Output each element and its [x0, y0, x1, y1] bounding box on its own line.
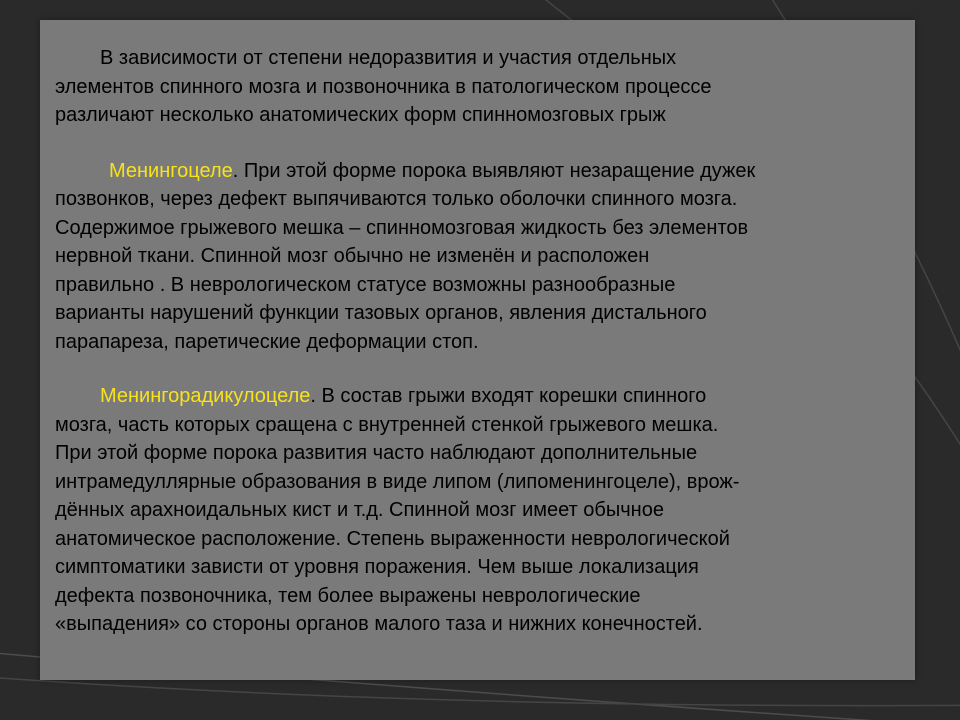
meningoradiculocele-line-2: мозга, часть которых сращена с внутренней стенкой грыжевого мешка.	[55, 413, 719, 436]
meningoradiculocele-line-3: При этой форме порока развития часто наблюдают дополнительные	[55, 442, 698, 464]
meningoradiculocele-term: Менингорадикулоцеле	[100, 385, 311, 407]
meningoradiculocele-line-8: дефекта позвоночника, тем более выражены неврологические	[55, 584, 641, 607]
intro-paragraph	[55, 44, 865, 130]
meningoradiculocele-paragraph	[55, 382, 865, 639]
intro-line-3: различают несколько анатомических форм спинномозговых грыж	[55, 104, 666, 126]
meningocele-paragraph	[55, 157, 865, 357]
slide-content	[55, 44, 865, 639]
meningocele-line-7: парапареза, паретические деформации стоп.	[55, 330, 479, 353]
meningocele-term: Менингоцеле	[109, 159, 233, 182]
meningoradiculocele-line-1: . В состав грыжи входят корешки спинного	[310, 385, 707, 407]
meningoradiculocele-line-7: симптоматики зависти от уровня поражения. Чем выше локализация	[55, 556, 699, 578]
meningoradiculocele-line-5: дённых арахноидальных кист и т.д. Спинной мозг имеет обычное	[55, 499, 664, 521]
meningocele-line-4: нервной ткани. Спинной мозг обычно не изменён и расположен	[55, 245, 650, 267]
meningocele-line-2: позвонков, через дефект выпячиваются только оболочки спинного мозга.	[55, 188, 738, 210]
meningocele-line-1: . При этой форме порока выявляют незаращение дужек	[232, 159, 756, 182]
meningocele-line-3: Содержимое грыжевого мешка – спинномозговая жидкость без элементов	[55, 216, 749, 239]
meningocele-line-6: варианты нарушений функции тазовых органов, явления дистального	[55, 302, 707, 324]
meningocele-line-5: правильно . В неврологическом статусе возможны разнообразные	[55, 273, 676, 296]
intro-line-2: элементов спинного мозга и позвоночника в патологическом процессе	[55, 75, 712, 98]
meningoradiculocele-line-4: интрамедуллярные образования в виде липом (липоменингоцеле), врож-	[55, 470, 740, 493]
meningoradiculocele-line-6: анатомическое расположение. Степень выраженности неврологической	[55, 527, 730, 550]
meningoradiculocele-line-9: «выпадения» со стороны органов малого таза и нижних конечностей.	[55, 613, 703, 635]
intro-line-1: В зависимости от степени недоразвития и участия отдельных	[100, 47, 677, 69]
